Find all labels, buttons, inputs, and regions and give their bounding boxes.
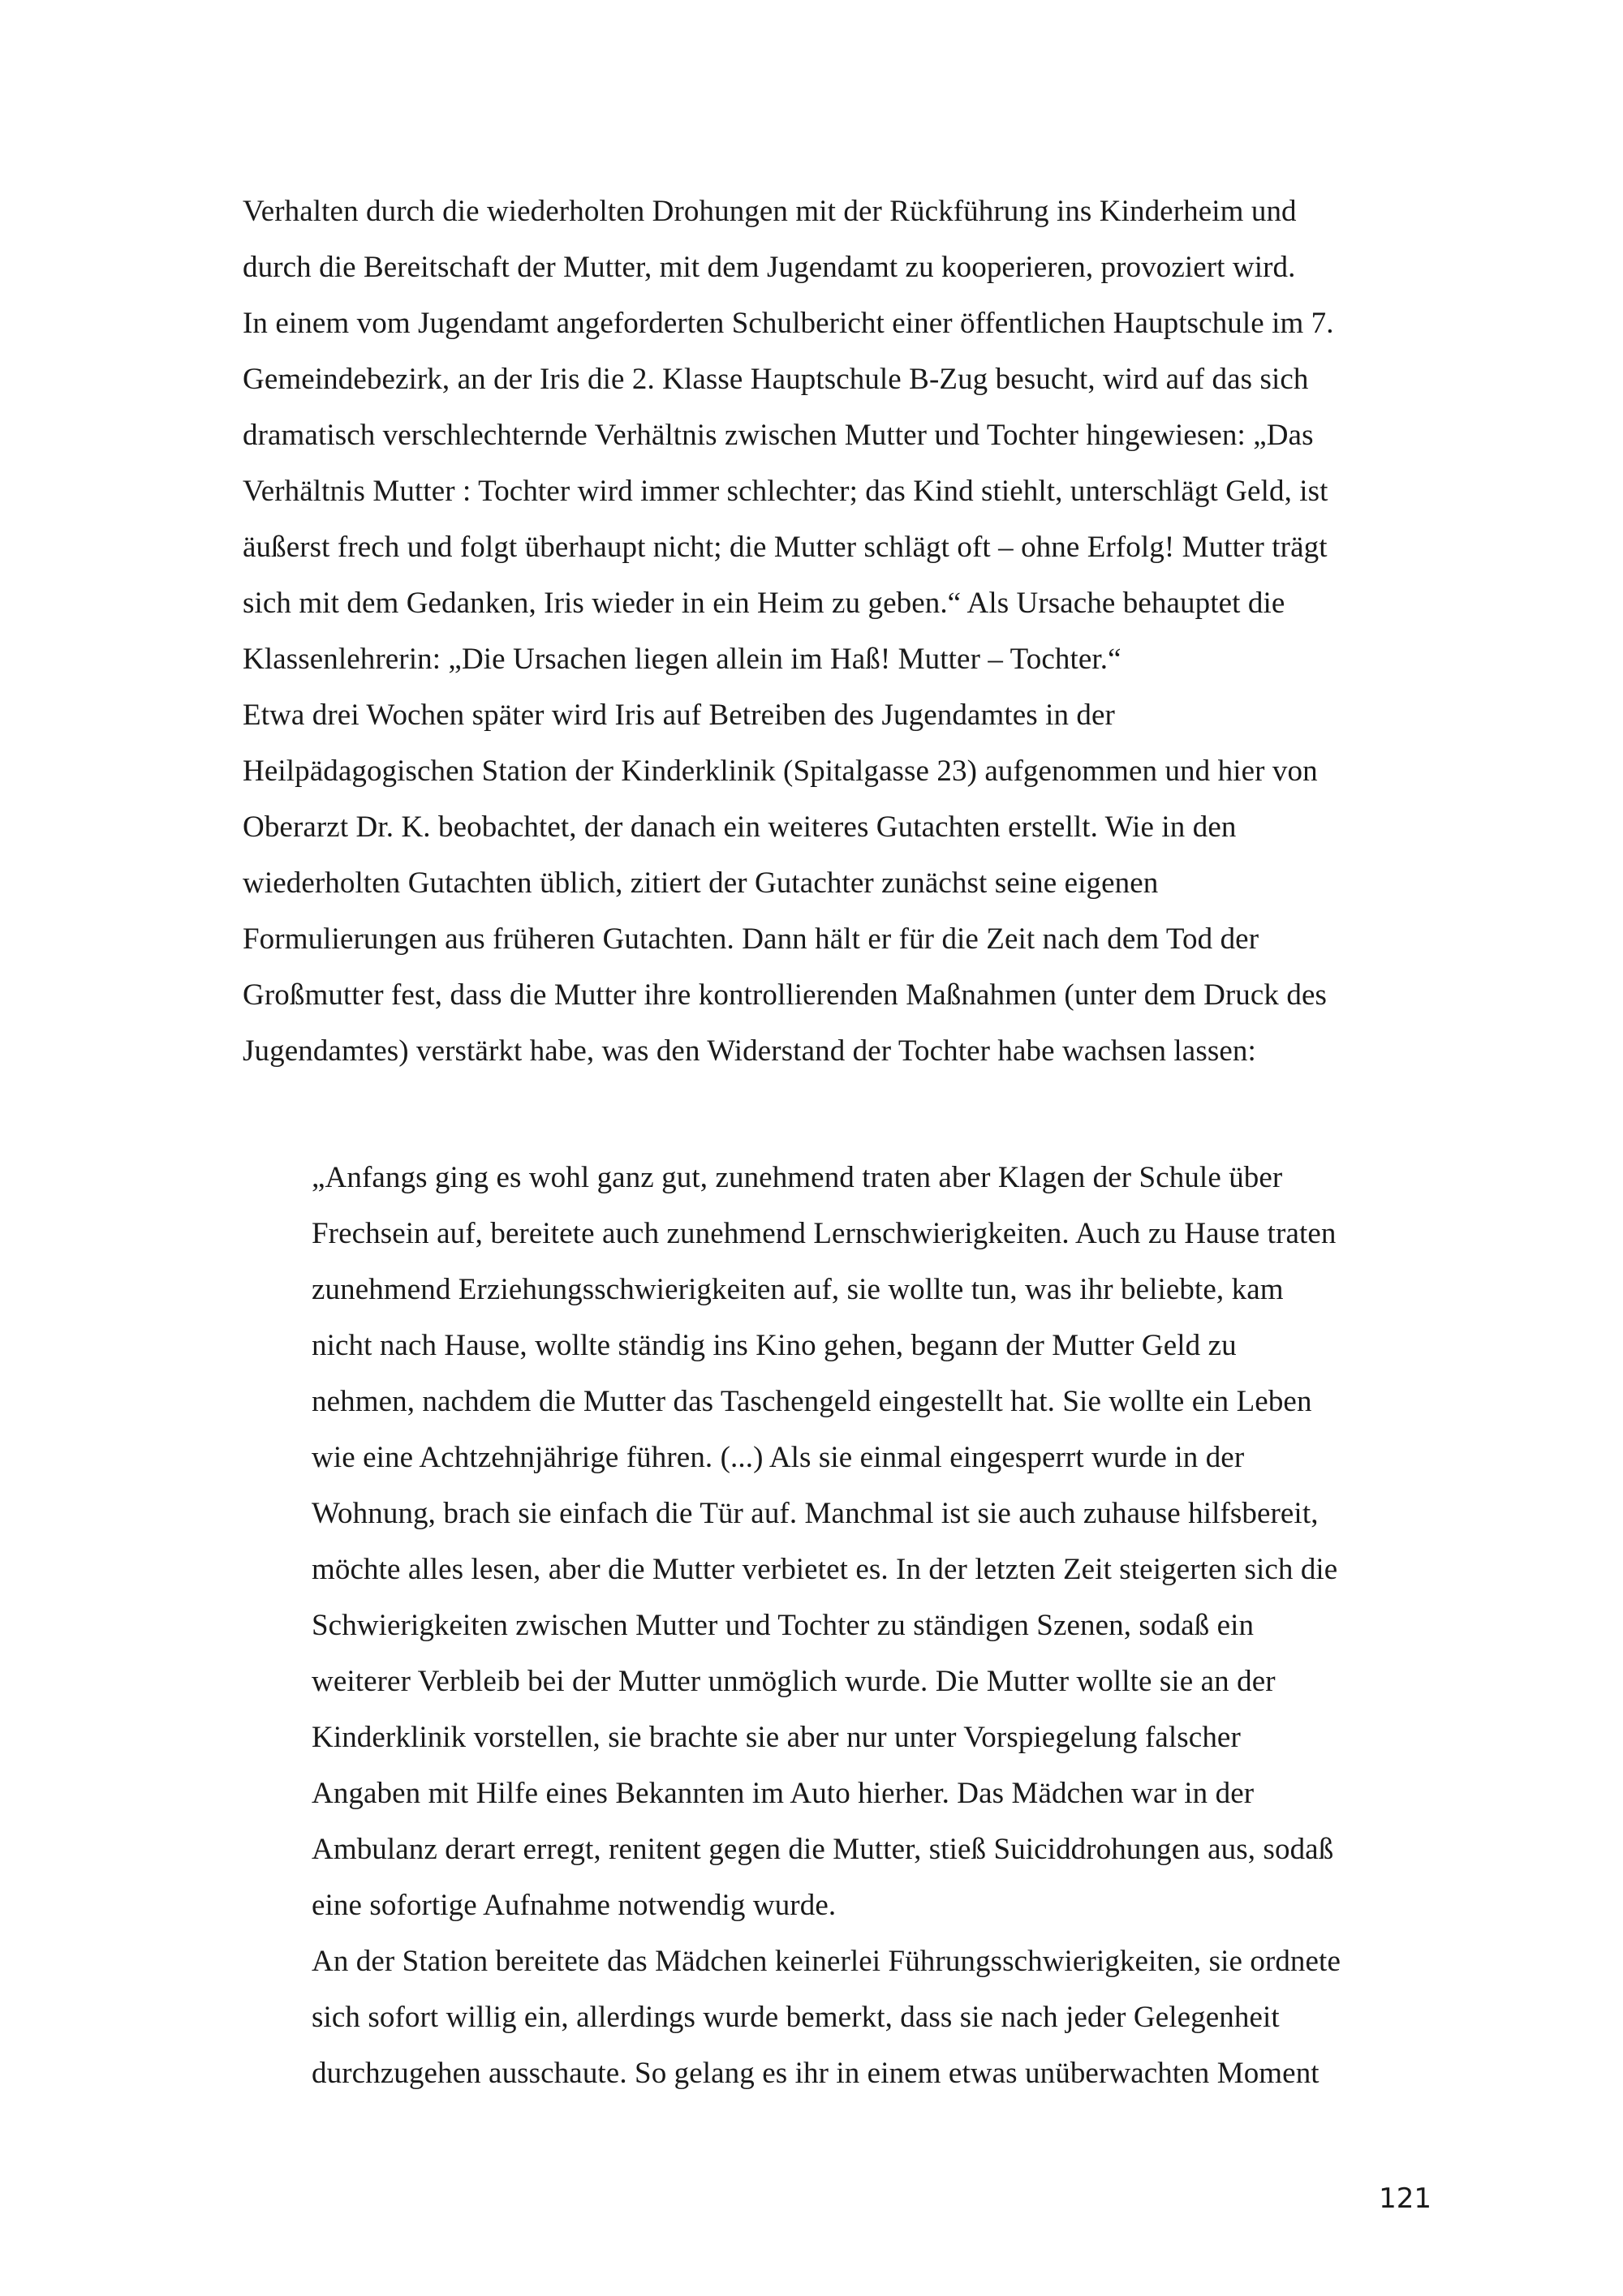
body-line: Verhalten durch die wiederholten Drohungen mit der Rückführung ins Kinderheim und [243, 195, 1297, 228]
quote-line: nicht nach Hause, wollte ständig ins Kino gehen, begann der Mutter Geld zu [312, 1329, 1237, 1362]
quote-line: nehmen, nachdem die Mutter das Taschengeld eingestellt hat. Sie wollte ein Leben [312, 1385, 1312, 1418]
quote-line: Schwierigkeiten zwischen Mutter und Tochter zu ständigen Szenen, sodaß ein [312, 1609, 1255, 1642]
quote-line: Angaben mit Hilfe eines Bekannten im Auto hierher. Das Mädchen war in der [312, 1777, 1255, 1810]
body-line: Formulierungen aus früheren Gutachten. Dann hält er für die Zeit nach dem Tod der [243, 922, 1259, 956]
body-line: Oberarzt Dr. K. beobachtet, der danach ein weiteres Gutachten erstellt. Wie in den [243, 810, 1237, 844]
body-line: sich mit dem Gedanken, Iris wieder in ein Heim zu geben.“ Als Ursache behauptet die [243, 587, 1285, 620]
quote-line: durchzugehen ausschaute. So gelang es ihr in einem etwas unüberwachten Moment [312, 2057, 1319, 2090]
body-line: wiederholten Gutachten üblich, zitiert der Gutachter zunächst seine eigenen [243, 866, 1159, 900]
body-line: Klassenlehrerin: „Die Ursachen liegen allein im Haß! Mutter – Tochter.“ [243, 643, 1121, 676]
body-line: Gemeindebezirk, an der Iris die 2. Klasse Hauptschule B-Zug besucht, wird auf das sich [243, 363, 1309, 396]
quote-line: möchte alles lesen, aber die Mutter verbietet es. In der letzten Zeit steigerten sich die [312, 1553, 1338, 1586]
quote-line: zunehmend Erziehungsschwierigkeiten auf, sie wollte tun, was ihr beliebte, kam [312, 1273, 1284, 1306]
body-line: Verhältnis Mutter : Tochter wird immer schlechter; das Kind stiehlt, unterschlägt Geld, ist [243, 475, 1328, 508]
quote-line: „Anfangs ging es wohl ganz gut, zunehmend traten aber Klagen der Schule über [312, 1161, 1283, 1194]
body-line: äußerst frech und folgt überhaupt nicht; die Mutter schlägt oft – ohne Erfolg! Mutter trägt [243, 531, 1328, 564]
quote-line: Wohnung, brach sie einfach die Tür auf. Manchmal ist sie auch zuhause hilfsbereit, [312, 1497, 1319, 1530]
quote-line: wie eine Achtzehnjährige führen. (...) Als sie einmal eingesperrt wurde in der [312, 1441, 1245, 1474]
quote-line: Kinderklinik vorstellen, sie brachte sie aber nur unter Vorspiegelung falscher [312, 1721, 1241, 1754]
body-line: dramatisch verschlechternde Verhältnis zwischen Mutter und Tochter hingewiesen: „Das [243, 419, 1314, 452]
page-number: 121 [1379, 2182, 1431, 2215]
quote-line: sich sofort willig ein, allerdings wurde bemerkt, dass sie nach jeder Gelegenheit [312, 2001, 1280, 2034]
quote-line: An der Station bereitete das Mädchen keinerlei Führungsschwierigkeiten, sie ordnete [312, 1945, 1341, 1978]
quote-line: eine sofortige Aufnahme notwendig wurde. [312, 1889, 837, 1922]
body-line: Jugendamtes) verstärkt habe, was den Widerstand der Tochter habe wachsen lassen: [243, 1034, 1256, 1068]
body-line: Etwa drei Wochen später wird Iris auf Betreiben des Jugendamtes in der [243, 699, 1115, 732]
body-line: durch die Bereitschaft der Mutter, mit dem Jugendamt zu kooperieren, provoziert wird. [243, 251, 1296, 284]
quote-line: Ambulanz derart erregt, renitent gegen die Mutter, stieß Suiciddrohungen aus, sodaß [312, 1833, 1334, 1866]
body-line: Großmutter fest, dass die Mutter ihre kontrollierenden Maßnahmen (unter dem Druck des [243, 978, 1328, 1012]
body-line: Heilpädagogischen Station der Kinderklinik (Spitalgasse 23) aufgenommen und hier von [243, 755, 1318, 788]
quote-line: Frechsein auf, bereitete auch zunehmend Lernschwierigkeiten. Auch zu Hause traten [312, 1217, 1337, 1250]
body-line: In einem vom Jugendamt angeforderten Schulbericht einer öffentlichen Hauptschule im 7. [243, 307, 1334, 340]
quote-line: weiterer Verbleib bei der Mutter unmöglich wurde. Die Mutter wollte sie an der [312, 1665, 1276, 1698]
